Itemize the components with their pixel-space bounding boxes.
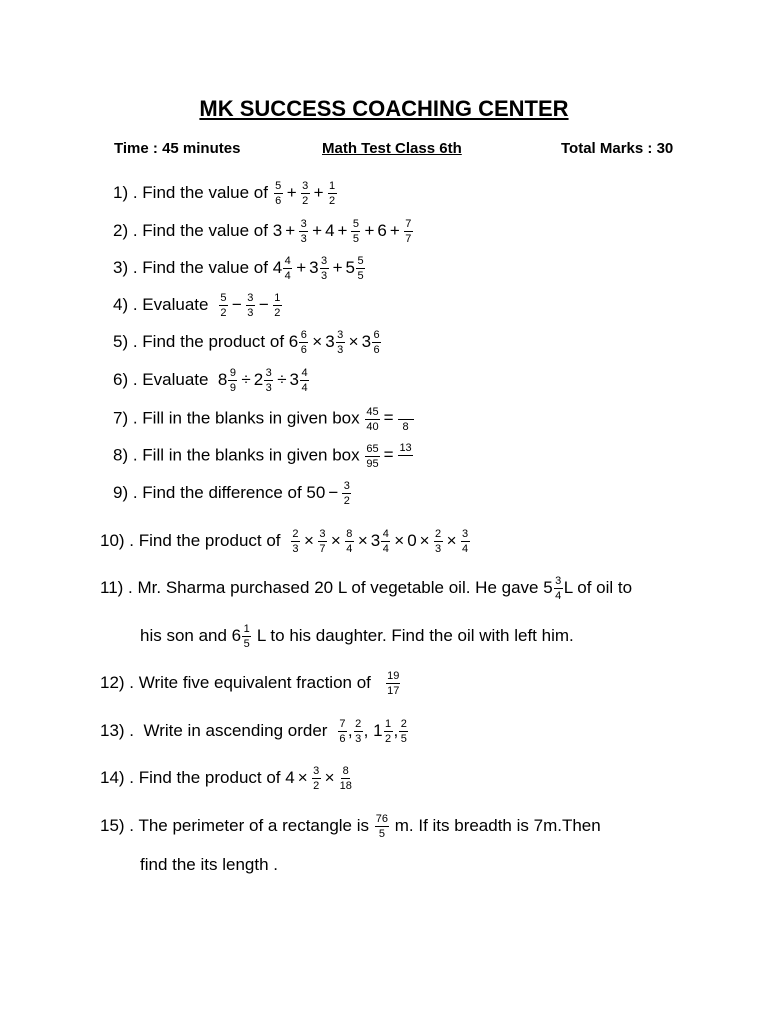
fraction: $\frac{65}{95}$ [366,442,379,470]
fraction: $\frac{1}{2}$ [274,292,281,319]
question-1: 1) . Find the value of $\frac{5}{6}$ + $\frac{3}{2}$ + $\frac{1}{2}$ [113,180,336,207]
fraction: $\frac{3}{2}$ [313,765,320,792]
question-15-continued: find the its length . [140,855,278,874]
fraction: $\frac{5}{2}$ [220,292,227,319]
fraction: $\frac{3}{3}$ [265,367,272,394]
blank-fraction: 13 [399,442,412,454]
fraction: $\frac{5}{5}$ [352,218,360,245]
fraction: $\frac{3}{3}$ [337,329,344,356]
fraction: $\frac{7}{6}$ [339,718,346,745]
question-11: 11) . Mr. Sharma purchased 20 L of vegetable oil. He gave 5 $\frac{3}{4}$ L of oil to [100,575,633,602]
question-9: 9) . Find the difference of 50 − $\frac{3}{2}$ [113,480,350,507]
fraction: $\frac{3}{3}$ [300,218,307,245]
fraction: $\frac{4}{4}$ [382,528,389,555]
question-15: 15) . The perimeter of a rectangle is $\frac{76}{5}$ m. If its breadth is 7m.Then [100,813,601,840]
fraction: $\frac{3}{2}$ [302,180,309,207]
fraction: $\frac{9}{9}$ [229,367,236,394]
fraction: $\frac{3}{7}$ [319,528,326,555]
fraction: $\frac{2}{3}$ [292,528,299,555]
time-label: Time : 45 minutes [114,140,241,157]
blank-fraction: 8 [398,405,414,433]
question-8: 8) . Fill in the blanks in given box $\frac{65}{95}$ = 13 [113,442,412,470]
subject-label: Math Test Class 6th [322,140,462,157]
fraction: $\frac{5}{6}$ [275,180,282,207]
question-14: 14) . Find the product of 4 × $\frac{3}{2}$ × $\frac{8}{18}$ [100,765,352,792]
question-4: 4) . Evaluate $\frac{5}{2}$ − $\frac{3}{3}$ − $\frac{1}{2}$ [113,292,281,319]
fraction: $\frac{3}{3}$ [321,255,328,282]
question-2: 2) . Find the value of 3 + $\frac{3}{3}$ + 4 + $\frac{5}{5}$ + 6 + $\frac{7}{7}$ [113,218,412,245]
fraction: $\frac{1}{2}$ [384,718,392,745]
fraction: $\frac{4}{4}$ [284,255,291,282]
total-marks-label: Total Marks : 30 [561,140,674,157]
fraction: $\frac{3}{3}$ [247,292,254,319]
fraction: $\frac{6}{6}$ [373,329,380,356]
fraction: $\frac{4}{4}$ [301,367,308,394]
question-11-continued: his son and 6 $\frac{1}{5}$ L to his daughter. Find the oil with left him. [140,623,574,650]
fraction: $\frac{8}{4}$ [346,528,353,555]
question-6: 6) . Evaluate 8 $\frac{9}{9}$ ÷ 2 $\frac{3}{3}$ ÷ 3 $\frac{4}{4}$ [113,367,308,394]
fraction: $\frac{6}{6}$ [300,329,307,356]
fraction: $\frac{5}{5}$ [357,255,364,282]
fraction: $\frac{1}{2}$ [329,180,336,207]
fraction: $\frac{7}{7}$ [405,218,412,245]
question-5: 5) . Find the product of 6 $\frac{6}{6}$ × 3 $\frac{3}{3}$ × 3 $\frac{6}{6}$ [113,329,380,356]
question-12: 12) . Write five equivalent fraction of $\frac{19}{17}$ [100,670,400,697]
fraction: $\frac{2}{3}$ [355,718,362,745]
fraction: $\frac{2}{5}$ [400,718,407,745]
fraction: $\frac{76}{5}$ [375,813,388,840]
question-3: 3) . Find the value of 4 $\frac{4}{4}$ + 3 $\frac{3}{3}$ + 5 $\frac{5}{5}$ [113,255,364,282]
fraction: $\frac{1}{5}$ [243,623,250,650]
fraction: $\frac{2}{3}$ [435,528,442,555]
question-13: 13) . Write in ascending order $\frac{7}{6}$ , $\frac{2}{3}$ , 1 $\frac{1}{2}$ , $\frac{2}{5}$ [100,718,407,745]
page-title: MK SUCCESS COACHING CENTER [199,96,569,121]
fraction: $\frac{45}{40}$ [366,405,379,433]
fraction: $\frac{8}{18}$ [339,765,352,792]
fraction: $\frac{3}{2}$ [343,480,350,507]
fraction: $\frac{19}{17}$ [387,670,400,697]
fraction: $\frac{3}{4}$ [461,528,469,555]
fraction: $\frac{3}{4}$ [555,575,562,602]
question-7: 7) . Fill in the blanks in given box $\frac{45}{40}$ = 8 [113,405,415,433]
question-10: 10) . Find the product of $\frac{2}{3}$ × $\frac{3}{7}$ × $\frac{8}{4}$ × 3 $\frac{4}{4}$ × 0 × $\frac{2}{3}$ × $\frac{3}{4}$ [100,528,469,555]
